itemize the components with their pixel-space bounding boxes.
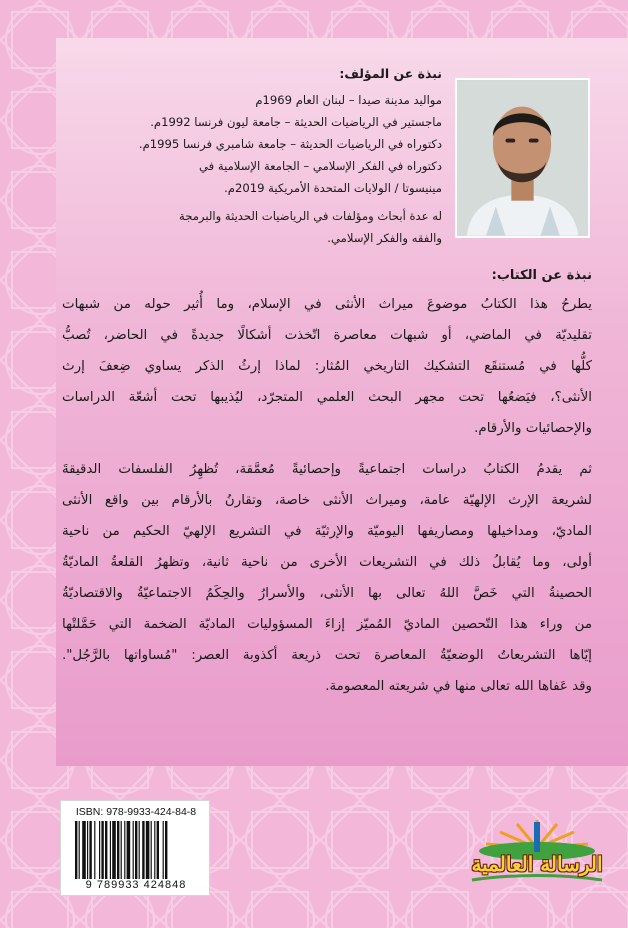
summary-line: ثم يقدمُ الكتابُ دراسات اجتماعيةً وإحصائيةً مُعمَّقة، تُظهِرُ الفلسفات الدقيقةَ [62,462,592,477]
book-summary-heading: نبذة عن الكتاب: [491,268,592,283]
author-bio-line: دكتوراه في الرياضيات الحديثة – جامعة شامبري فرنسا 1995م. [138,137,442,151]
author-bio-line: مواليد مدينة صيدا – لبنان العام 1969م [255,93,442,107]
barcode-block [60,800,210,896]
summary-line: تقليديّة في الماضي، أو شبهات معاصرة اتّخذت أشكالًا جديدةً في الحاضر، تُصبُّ [62,328,592,343]
book-summary [62,268,592,702]
summary-line: أولى، وما يُقابلُ ذلك في التشريعات الأخرى من ناحية ثانية، وتظهرُ القلعةُ الماديّةُ [62,555,592,570]
author-bio-line: ماجستير في الرياضيات الحديثة – جامعة ليون فرنسا 1992م. [150,115,442,129]
publisher-logo-text: الرسالة العالمية [471,852,603,876]
summary-line: الأنثى؟، فيَضعُها تحت مجهر البحث العلمي المتجرّد، ليُذيبها تحت أشعّة الدراسات [62,390,592,405]
summary-line: وقد عَفاها الله تعالى منها في شريعته المعصومة. [325,679,592,694]
summary-line: كلُّها في مُستنقَع التشكيك التاريخي المُثار: لماذا إرثُ الذكر يساوي ضِعفَ إرث [62,359,592,374]
summary-line: يطرحُ هذا الكتابُ موضوعَ ميراث الأنثى في الإسلام، وما أُثير حوله من شبهات [62,297,592,312]
author-bio [138,66,442,249]
author-bio-line: دكتوراه في الفكر الإسلامي – الجامعة الإسلامية في [198,159,442,173]
summary-line: الماديّ، ومداخيلها ومصاريفها اليوميّة والإرثيّة في التشريع الإلهيّ الحكيم من ناحية [62,524,592,539]
barcode-digits: 9 789933 424848 [85,879,187,891]
author-bio-line: والفقه والفكر الإسلامي. [327,231,442,245]
author-photo [455,78,590,238]
author-bio-heading: نبذة عن المؤلف: [339,66,442,81]
summary-line: الحصينةُ التي خَصَّ اللهُ تعالى بها الأنثى، والأسرارُ والحِكَمُ الاجتماعيّةُ والاقتصاديّةُ [62,586,592,601]
summary-line: إيّاها التشريعاتُ الوضعيّةُ المعاصرة تحت ذريعة أكذوبة العصر: "مُساواتها بالرَّجُل". [62,648,592,663]
author-bio-line: له عدة أبحاث ومؤلفات في الرياضيات الحديثة والبرمجة [179,209,442,223]
summary-line: من وراء هذا التّحصين الماديّ المُميّز إزاءَ المسؤوليات الماديّة الضخمة التي حَمَّلتْها [62,617,592,632]
author-bio-line: مينيسوتا / الولايات المتحدة الأمريكية 2019م. [224,181,442,195]
summary-line: والإحصائيات والأرقام. [474,421,592,436]
summary-line: لشريعة الإرث الإلهيّة عامة، وميراث الأنثى خاصة، وتقارنُ بالأرقام بين واقع الأنثى [62,493,592,508]
publisher-logo [462,818,612,888]
isbn-label: ISBN: 978-9933-424-84-8 [75,806,197,818]
barcode-bars [75,821,199,879]
